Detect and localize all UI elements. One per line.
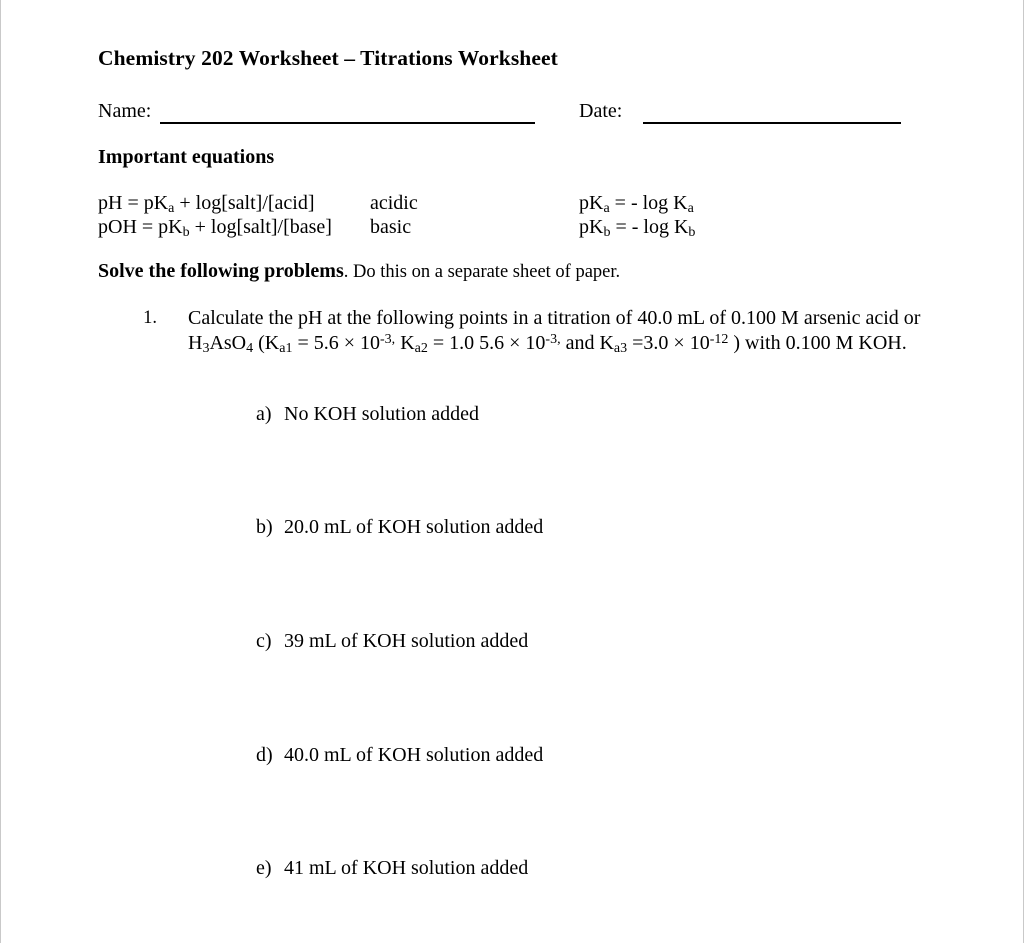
page-title: Chemistry 202 Worksheet – Titrations Worksheet	[98, 46, 558, 70]
problem-1-sup-exp3: -12	[709, 332, 729, 348]
problem-1-subitem-a-letter: a)	[256, 403, 272, 425]
equation-acidic-tag: acidic	[370, 192, 418, 214]
problem-1-sub-h3: 3	[202, 341, 210, 357]
date-label: Date:	[579, 100, 623, 122]
equation-basic-sub: b	[182, 224, 190, 240]
equation-acidic-formula	[98, 192, 315, 216]
problem-1-subitem-d-letter: d)	[256, 744, 273, 766]
problem-1-seg-7: and K	[560, 332, 614, 355]
problem-1-text	[188, 306, 929, 356]
problem-1-sup-exp2: -3,	[545, 332, 561, 348]
problem-1-subitem-a-text: No KOH solution added	[284, 403, 479, 425]
problem-1-subitem-b-text: 20.0 mL of KOH solution added	[284, 516, 544, 538]
problem-1-sub-o4: 4	[246, 341, 254, 357]
problem-1-subitem-c-letter: c)	[256, 630, 272, 652]
equation-acidic-post: + log[salt]/[acid]	[174, 192, 315, 214]
equation-acidic-sub: a	[168, 201, 175, 217]
problem-1-subitem-d-text: 40.0 mL of KOH solution added	[284, 744, 544, 766]
equation-basic-tag: basic	[370, 215, 412, 238]
equations-heading: Important equations	[98, 146, 275, 168]
pkb-mid: = - log K	[610, 215, 689, 238]
problem-1-seg-3: (K	[253, 332, 280, 355]
problem-1-seg-4: = 5.6 × 10	[292, 332, 381, 355]
equation-basic-pre: pOH = pK	[98, 215, 183, 238]
problem-1-sub-ka2: a2	[414, 341, 428, 357]
instructions-rest: . Do this on a separate sheet of paper.	[343, 262, 621, 282]
equation-row-acidic	[98, 192, 928, 216]
instructions-bold: Solve the following problems	[98, 260, 344, 282]
problem-1-subitem-c-text: 39 mL of KOH solution added	[284, 630, 529, 652]
name-label: Name:	[98, 100, 152, 122]
pka-pre: pK	[579, 192, 604, 214]
equations-block	[98, 192, 928, 239]
equation-pkb-definition	[579, 216, 695, 240]
pka-sub1: a	[603, 201, 610, 217]
problem-1-seg-9: ) with 0.100 M KOH.	[728, 332, 907, 355]
equation-pka-definition	[579, 192, 694, 216]
pkb-pre: pK	[579, 215, 604, 238]
name-date-row	[98, 100, 928, 126]
problem-1-subitem-e-letter: e)	[256, 857, 272, 879]
date-input-rule[interactable]	[643, 122, 901, 124]
problem-1-seg-1: Calculate the pH at the following points in a titration of 40.0 mL of 0.100 M arsenic acid or H	[188, 307, 921, 355]
pkb-sub2: b	[688, 224, 696, 240]
problem-1-sub-ka3: a3	[613, 341, 628, 357]
problem-1-subitem-b-letter: b)	[256, 516, 273, 538]
problem-1-subitem-a	[256, 403, 479, 426]
equation-row-basic	[98, 216, 928, 240]
pkb-sub1: b	[603, 224, 611, 240]
pka-sub2: a	[687, 201, 694, 217]
problem-1-seg-2: AsO	[209, 332, 247, 355]
problem-1-number: 1.	[143, 308, 157, 328]
problem-1-subitem-c	[256, 630, 528, 653]
problem-1-subitem-b	[256, 516, 543, 539]
problem-1-sub-ka1: a1	[279, 341, 293, 357]
problem-1-subitem-e	[256, 857, 528, 880]
problem-1-seg-5: K	[395, 332, 415, 355]
name-input-rule[interactable]	[160, 122, 535, 124]
problem-1-seg-8: =3.0 × 10	[627, 332, 710, 355]
problem-1-sup-exp1: -3,	[380, 332, 396, 348]
problem-1-subitem-d	[256, 744, 543, 767]
pka-mid: = - log K	[609, 192, 688, 214]
equation-basic-formula	[98, 216, 332, 240]
instructions-line	[98, 260, 620, 283]
problem-1-seg-6: = 1.0 5.6 × 10	[427, 332, 546, 355]
equation-basic-post: + log[salt]/[base]	[189, 215, 332, 238]
problem-1-subitem-e-text: 41 mL of KOH solution added	[284, 857, 529, 879]
equation-acidic-pre: pH = pK	[98, 192, 169, 214]
problem-1	[129, 306, 929, 356]
